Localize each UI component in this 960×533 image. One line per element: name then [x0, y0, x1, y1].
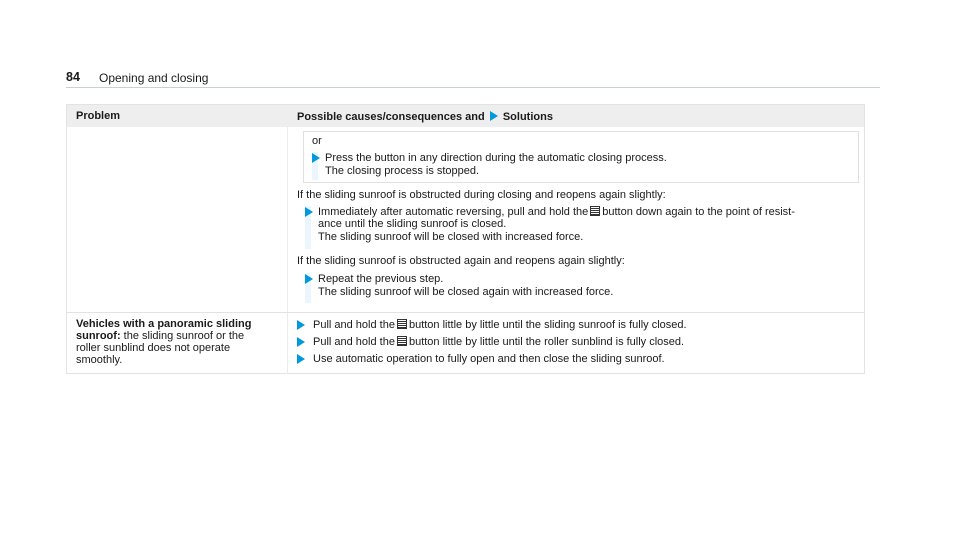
step-text: Use automatic operation to fully open and then close the sliding sunroof. [313, 353, 665, 365]
case-intro: If the sliding sunroof is obstructed again and reopens again slightly: [297, 255, 625, 267]
row-divider [67, 312, 864, 313]
step-text: Repeat the previous step. [318, 273, 444, 285]
problem-title-bold: Vehicles with a panoramic sliding [76, 318, 252, 330]
problem-title [76, 318, 251, 330]
step-text: ance until the sliding sunroof is closed. [318, 218, 507, 230]
arrow-right-icon [312, 153, 320, 163]
column-divider [287, 127, 288, 312]
section-title: Opening and closing [99, 71, 209, 85]
step-text-part: button little by little until the roller sunblind is fully closed. [408, 336, 685, 348]
column-divider [287, 313, 288, 374]
case-intro: If the sliding sunroof is obstructed during closing and reopens again slightly: [297, 189, 666, 201]
column-header-solutions-label: Solutions [502, 111, 553, 123]
column-header-solutions-text: Possible causes/consequences and [297, 111, 485, 123]
arrow-right-icon [305, 207, 313, 217]
step-text [313, 336, 684, 348]
step-text-part: Immediately after automatic reversing, pull and hold the [318, 206, 589, 218]
step-text-part: Pull and hold the [313, 336, 395, 348]
problem-text-part: the sliding sunroof or the [123, 330, 245, 342]
table-header [67, 105, 864, 127]
problem-text: roller sunblind does not operate [76, 342, 231, 354]
problem-title-bold: sunroof: [76, 330, 121, 342]
column-header-solutions [297, 111, 553, 123]
arrow-right-icon [297, 320, 305, 330]
or-label: or [312, 135, 322, 147]
overhead-control-button-icon [397, 336, 407, 346]
step-text [313, 319, 687, 331]
step-text-part: Pull and hold the [313, 319, 395, 331]
problem-text: smoothly. [76, 354, 123, 366]
page-number: 84 [66, 70, 80, 84]
overhead-control-button-icon [590, 206, 600, 216]
step-result: The closing process is stopped. [325, 165, 480, 177]
page-header [66, 66, 880, 88]
step-text-part: button down again to the point of resist- [602, 206, 795, 218]
arrow-right-icon [305, 274, 313, 284]
step-text-part: button little by little until the sliding sunroof is fully closed. [408, 319, 687, 331]
arrow-right-icon [297, 354, 305, 364]
step-text [318, 206, 795, 218]
header-rule [66, 87, 880, 88]
problem-text [76, 330, 244, 342]
column-header-problem: Problem [76, 110, 121, 122]
arrow-right-icon [490, 111, 498, 121]
arrow-right-icon [297, 337, 305, 347]
step-result: The sliding sunroof will be closed with increased force. [318, 231, 584, 243]
overhead-control-button-icon [397, 319, 407, 329]
troubleshooting-table [66, 104, 865, 374]
step-result: The sliding sunroof will be closed again with increased force. [318, 286, 614, 298]
step-text: Press the button in any direction during the automatic closing process. [325, 152, 667, 164]
